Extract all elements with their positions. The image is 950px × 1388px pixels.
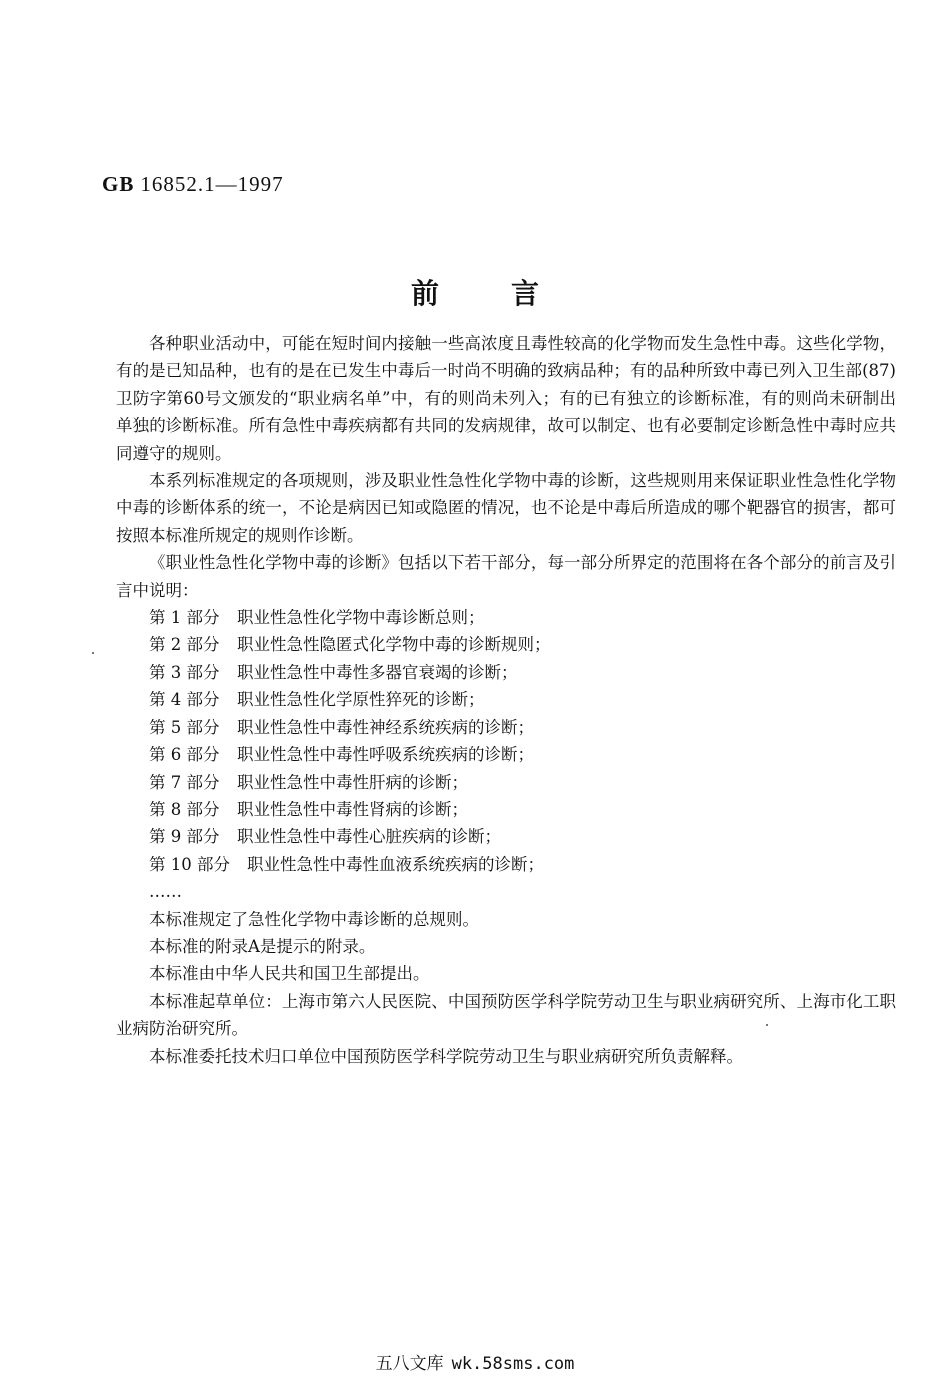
part-title: 职业性急性中毒性心脏疾病的诊断； [237,827,501,847]
closing-paragraph-2: 本标准的附录A是提示的附录。 [149,936,376,956]
page-title: 前言 [410,277,611,310]
part-number: 第 5 部分 [149,717,220,737]
part-title: 职业性急性中毒性血液系统疾病的诊断； [247,854,544,874]
list-item [116,686,896,713]
part-title: 职业性急性化学物中毒诊断总则； [237,608,485,628]
part-title: 职业性急性化学原性猝死的诊断； [237,690,485,710]
part-title: 职业性急性中毒性呼吸系统疾病的诊断； [237,745,534,765]
part-number: 第 10 部分 [149,854,230,874]
standard-code-number: 16852.1—1997 [140,172,284,196]
closing-paragraph-5: 本标准委托技术归口单位中国预防医学科学院劳动卫生与职业病研究所负责解释。 [149,1046,743,1066]
intro-paragraph-3: 《职业性急性化学物中毒的诊断》包括以下若干部分，每一部分所界定的范围将在各个部分的前言及引言中说明： [116,553,896,600]
list-item [116,741,896,768]
site-url: wk.58sms.com [451,1354,575,1374]
list-item [116,631,896,658]
part-title: 职业性急性隐匿式化学物中毒的诊断规则； [237,635,551,655]
part-number: 第 4 部分 [149,690,220,710]
part-title: 职业性急性中毒性肾病的诊断； [237,799,468,819]
intro-paragraph-1: 各种职业活动中，可能在短时间内接触一些高浓度且毒性较高的化学物而发生急性中毒。这些化学物，有的是已知品种，也有的是在已发生中毒后一时尚不明确的致病品种；有的品种所致中毒已列入卫生部(87)卫防字第60号文颁发的“职业病名单”中，有的则尚未列入；有的已有独立的诊断标准，有的则尚未研制出单独的诊断标准。所有急性中毒疾病都有共同的发病规律，故可以制定、也有必要制定诊断急性中毒时应共同遵守的规则。 [116,334,896,463]
part-number: 第 6 部分 [149,745,220,765]
list-item [116,823,896,850]
part-title: 职业性急性中毒性肝病的诊断； [237,772,468,792]
part-title: 职业性急性中毒性神经系统疾病的诊断； [237,717,534,737]
scan-speck [766,1024,768,1026]
scan-speck [92,652,94,654]
list-item [116,851,896,878]
list-item [116,604,896,631]
part-number: 第 8 部分 [149,799,220,819]
part-number: 第 7 部分 [149,772,220,792]
list-item [116,659,896,686]
list-ellipsis: …… [149,882,182,902]
part-number: 第 9 部分 [149,827,220,847]
list-item [116,769,896,796]
part-number: 第 1 部分 [149,608,220,628]
part-title: 职业性急性中毒性多器官衰竭的诊断； [237,662,518,682]
standard-code [102,172,284,197]
standard-code-prefix: GB [102,172,135,196]
parts-list [116,604,896,878]
list-item [116,796,896,823]
site-name: 五八文库 [375,1354,444,1374]
watermark-footer [0,1349,950,1374]
closing-paragraph-1: 本标准规定了急性化学物中毒诊断的总规则。 [149,909,479,929]
part-number: 第 2 部分 [149,635,220,655]
document-body [116,330,896,1070]
intro-paragraph-2: 本系列标准规定的各项规则，涉及职业性急性化学物中毒的诊断，这些规则用来保证职业性急性化学物中毒的诊断体系的统一，不论是病因已知或隐匿的情况，也不论是中毒后所造成的哪个靶器官的损害，都可按照本标准所规定的规则作诊断。 [116,471,896,545]
closing-paragraph-4: 本标准起草单位：上海市第六人民医院、中国预防医学科学院劳动卫生与职业病研究所、上海市化工职业病防治研究所。 [116,991,896,1039]
closing-paragraph-3: 本标准由中华人民共和国卫生部提出。 [149,964,430,984]
part-number: 第 3 部分 [149,662,220,682]
list-item [116,714,896,741]
